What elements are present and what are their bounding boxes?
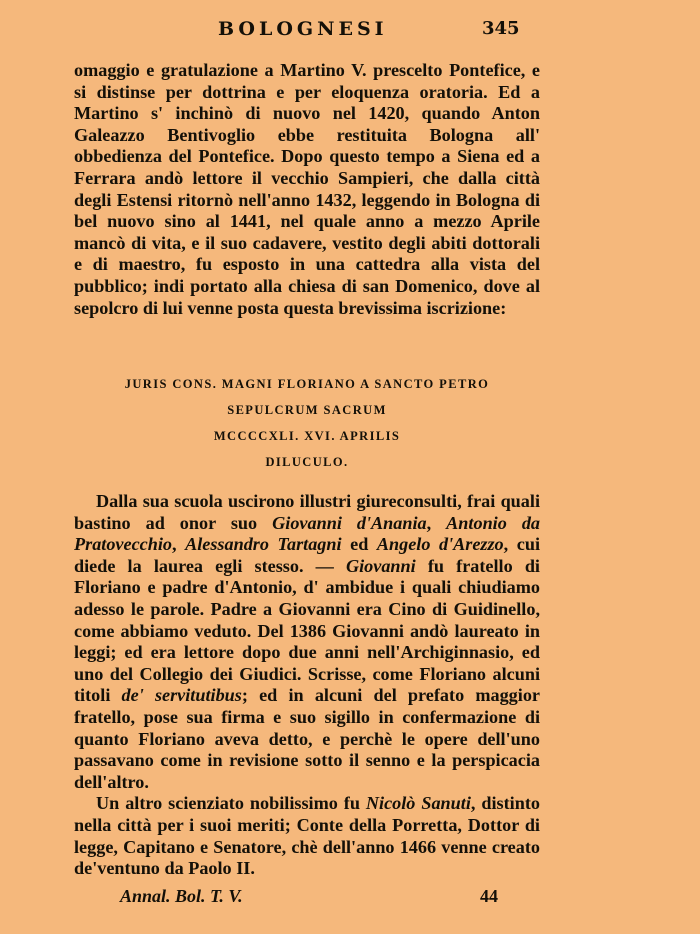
page-footer	[0, 886, 700, 912]
person-name: Giovanni d'Anania	[272, 512, 427, 533]
work-title: de' servitutibus	[121, 685, 242, 706]
inscription-line: JURIS CONS. MAGNI FLORIANO A SANCTO PETRO	[124, 377, 490, 391]
person-name: Giovanni	[345, 555, 416, 576]
text-run: fu fratello di Floriano e padre d'Antonio, d' ambidue i quali chiudiamo adesso le parole. Padre a Giovanni era Cino di Guidinello, come abbiamo veduto. Del 1386 Giovanni andò laureato in leggi; ed era lettore dopo due anni nell'Archiginnasio, ed uno del Collegio dei Giudici. Scrisse, come Floriano alcuni titoli	[74, 555, 540, 706]
text-run: Un altro scienziato nobilissimo fu	[96, 793, 366, 814]
signature-mark: Annal. Bol. T. V.	[120, 886, 243, 906]
person-name: Nicolò Sanuti	[365, 793, 471, 814]
person-name: Antonio da Pratovecchio	[74, 512, 541, 555]
text-run: ; ed in alcuni del prefato maggior fratello, pose sua firma e suo sigillo in confermazione di quanto Floriano aveva detto, e perchè le opere dell'uno passavano come in revisione sotto il senno e la perspicacia dell'altro.	[74, 685, 540, 792]
page-header	[0, 18, 700, 48]
paragraph-continued: omaggio e gratulazione a Martino V. prescelto Pontefice, e si distinse per dottrina e per eloquenza oratoria. Ed a Martino s' inchinò di nuovo nel 1420, quando Anton Galeazzo Bentivoglio ebbe restituita Bologna all' obbedienza del Pontefice. Dopo questo tempo a Siena ed a Ferrara andò lettore il vecchio Sampieri, che dalla città degli Estensi ritornò nell'anno 1432, leggendo in Bologna di bel nuovo sino al 1441, nel quale anno a mezzo Aprile mancò di vita, e il suo cadavere, vestito degli abiti dottorali e di maestro, fu esposto in una cattedra alla vista del pubblico; indi portato alla chiesa di san Domenico, dove al sepolcro di lui venne posta questa brevissima iscrizione:	[74, 60, 540, 318]
text-run: , distinto nella città per i suoi meriti; Conte della Porretta, Dottor di legge, Capitano e Senatore, chè dell'anno 1466 venne creato de'ventuno da Paolo II.	[74, 793, 541, 879]
paragraph-sanuti	[74, 793, 540, 879]
signature-number: 44	[480, 886, 498, 906]
person-name: Angelo d'Arezzo	[376, 534, 504, 555]
person-name: Alessandro Tartagni	[185, 534, 342, 555]
text-run: ed	[341, 534, 377, 555]
paragraph-students	[74, 491, 540, 793]
page-number: 345	[482, 18, 520, 39]
text-run: ,	[171, 534, 186, 555]
inscription-line: SEPULCRUM SACRUM	[227, 403, 387, 417]
text-run: ,	[426, 512, 447, 533]
running-title: BOLOGNESI	[218, 18, 388, 40]
inscription-line: MCCCCXLI. XVI. APRILIS	[213, 429, 401, 443]
inscription-line: DILUCULO.	[265, 455, 349, 469]
text-run: Dalla sua scuola uscirono illustri giureconsulti, frai quali bastino ad onor suo	[74, 491, 540, 533]
text-run: , cui diede la laurea egli stesso. —	[74, 534, 540, 576]
body-text	[74, 491, 540, 880]
epitaph-inscription	[74, 371, 540, 475]
